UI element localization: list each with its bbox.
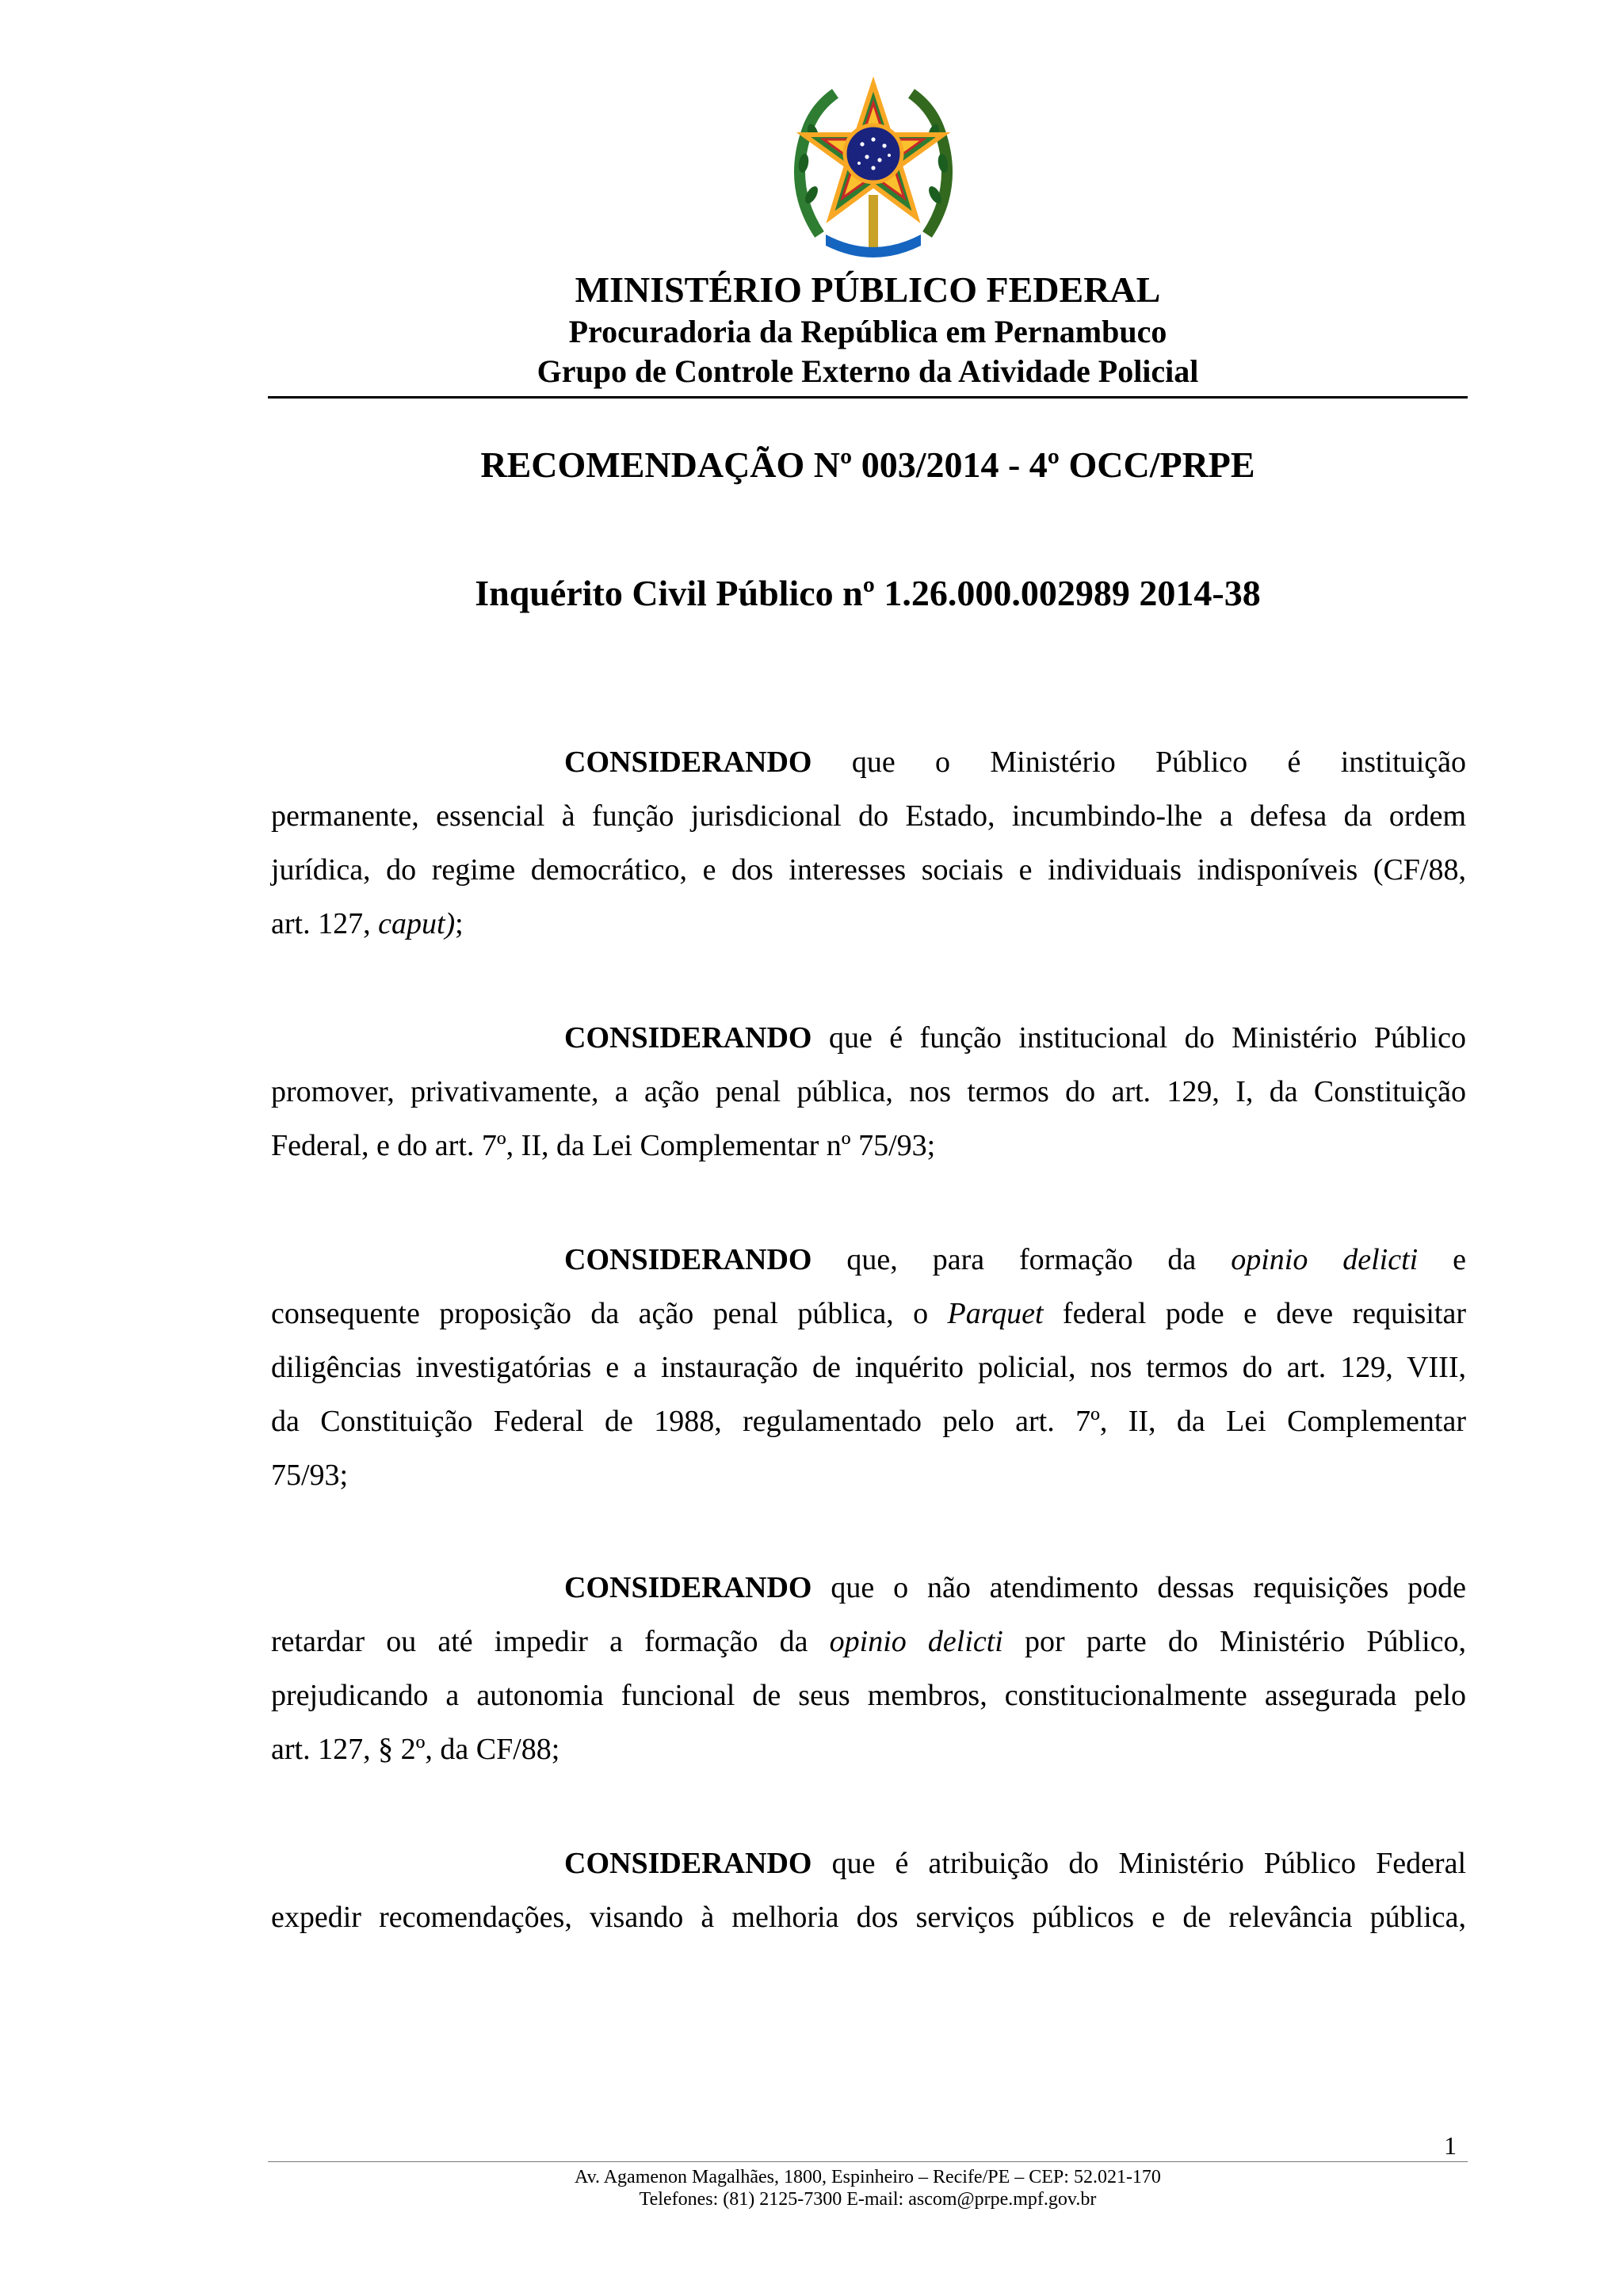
footer-address: Av. Agamenon Magalhães, 1800, Espinheiro – Recife/PE – CEP: 52.021-170 (575, 2167, 1161, 2187)
paragraph-line: prejudicando a autonomia funcional de seus membros, constitucionalmente assegurada pelo (271, 1679, 1466, 1712)
header-divider (268, 396, 1468, 399)
considerando-keyword: CONSIDERANDO (564, 1021, 812, 1055)
paragraph-line: permanente, essencial à função jurisdicional do Estado, incumbindo-lhe a defesa da ordem (271, 799, 1466, 833)
institution-name: MINISTÉRIO PÚBLICO FEDERAL (575, 269, 1161, 310)
footer-contact: Telefones: (81) 2125-7300 E-mail: ascom@prpe.mpf.gov.br (639, 2189, 1097, 2210)
page-number: 1 (1444, 2131, 1457, 2160)
considerando-keyword: CONSIDERANDO (564, 746, 812, 779)
document-title: RECOMENDAÇÃO Nº 003/2014 - 4º OCC/PRPE (480, 444, 1255, 485)
paragraph-line: CONSIDERANDO que o não atendimento dessas requisições pode (564, 1571, 1467, 1604)
footer (268, 2166, 1468, 2210)
considerando-paragraph-5 (271, 1836, 1466, 1944)
considerando-keyword: CONSIDERANDO (564, 1571, 812, 1604)
paragraph-line: expedir recomendações, visando à melhoria dos serviços públicos e de relevância pública, (271, 1901, 1466, 1934)
paragraph-line: CONSIDERANDO que é função institucional do Ministério Público (564, 1021, 1467, 1055)
considerando-paragraph-2 (271, 1011, 1466, 1173)
considerando-paragraph-4 (271, 1561, 1466, 1776)
paragraph-line: promover, privativamente, a ação penal pública, nos termos do art. 129, I, da Constituição (271, 1075, 1466, 1108)
footer-divider (268, 2161, 1468, 2162)
considerando-paragraph-3 (271, 1233, 1466, 1502)
letterhead (268, 268, 1468, 391)
considerando-paragraph-1 (271, 735, 1466, 951)
considerando-keyword: CONSIDERANDO (564, 1847, 812, 1880)
paragraph-line: jurídica, do regime democrático, e dos interesses sociais e individuais indisponíveis (CF/88, (271, 853, 1466, 887)
inquiry-number: Inquérito Civil Público nº 1.26.000.002989 2014-38 (475, 573, 1261, 613)
paragraph-line: CONSIDERANDO que é atribuição do Ministério Público Federal (564, 1847, 1467, 1880)
paragraph-line: diligências investigatórias e a instauração de inquérito policial, nos termos do art. 129, VIII, (271, 1351, 1466, 1384)
paragraph-line: art. 127, § 2º, da CF/88; (271, 1733, 560, 1766)
group-name: Grupo de Controle Externo da Atividade Policial (537, 353, 1199, 389)
paragraph-line: da Constituição Federal de 1988, regulamentado pelo art. 7º, II, da Lei Complementar (271, 1405, 1466, 1438)
paragraph-line: 75/93; (271, 1459, 349, 1492)
considerando-keyword: CONSIDERANDO (564, 1243, 812, 1276)
paragraph-line: Federal, e do art. 7º, II, da Lei Complementar nº 75/93; (271, 1129, 936, 1162)
paragraph-line: CONSIDERANDO que, para formação da opinio delicti e (564, 1243, 1467, 1276)
paragraph-line: retardar ou até impedir a formação da opinio delicti por parte do Ministério Público, (271, 1625, 1467, 1658)
paragraph-line: consequente proposição da ação penal pública, o Parquet federal pode e deve requisitar (271, 1297, 1466, 1330)
office-name: Procuradoria da República em Pernambuco (568, 314, 1167, 349)
paragraph-line: art. 127, caput); (271, 907, 464, 940)
coat-of-arms-seal (780, 76, 967, 263)
paragraph-line: CONSIDERANDO que o Ministério Público é instituição (564, 746, 1467, 779)
